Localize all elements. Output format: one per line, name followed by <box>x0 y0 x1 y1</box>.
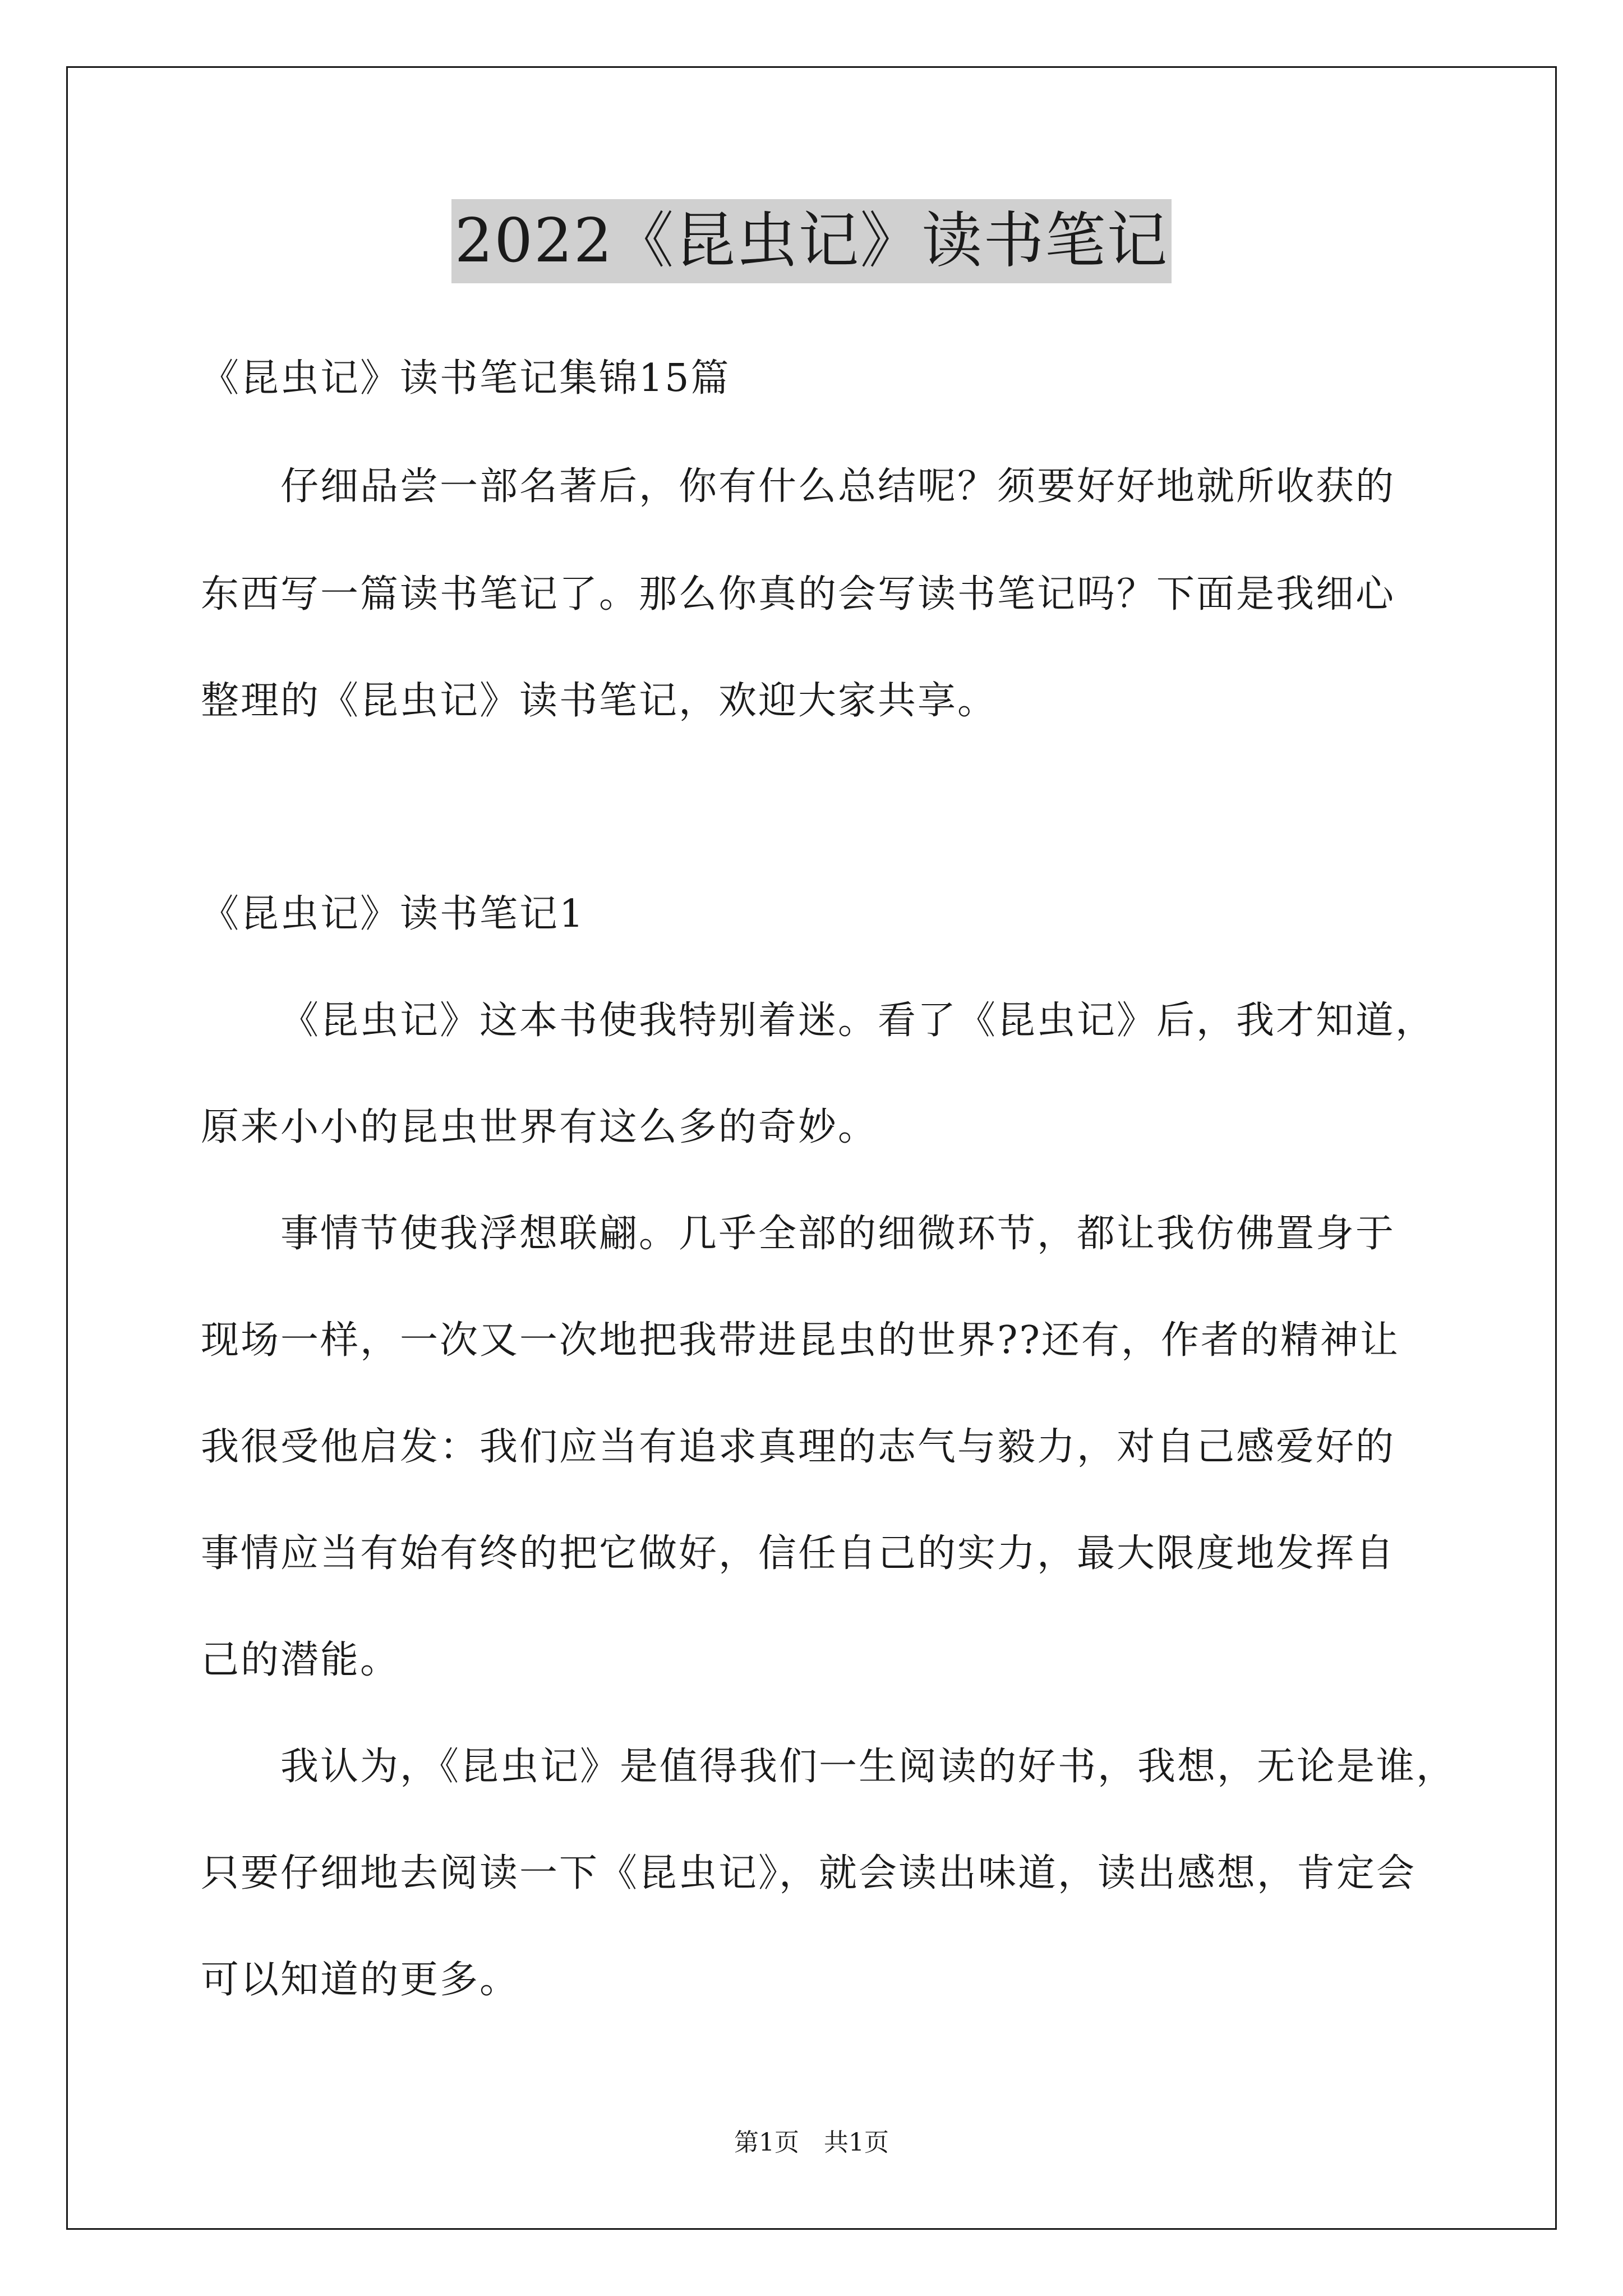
paragraph-line: 我很受他启发：我们应当有追求真理的志气与毅力，对自己感爱好的 <box>201 1425 1396 1469</box>
intro-line: 整理的《昆虫记》读书笔记，欢迎大家共享。 <box>201 679 998 723</box>
intro-line: 东西写一篇读书笔记了。那么你真的会写读书笔记吗？下面是我细心 <box>201 572 1396 616</box>
title-container <box>0 199 1623 283</box>
subtitle: 《昆虫记》读书笔记集锦15篇 <box>201 356 731 401</box>
paragraph-line: 现场一样，一次又一次地把我带进昆虫的世界??还有，作者的精神让 <box>201 1318 1400 1363</box>
paragraph-line: 《昆虫记》这本书使我特别着迷。看了《昆虫记》后，我才知道， <box>280 999 1436 1043</box>
paragraph-line: 我认为，《昆虫记》是值得我们一生阅读的好书，我想，无论是谁， <box>280 1745 1456 1789</box>
paragraph-line: 事情节使我浮想联翩。几乎全部的细微环节，都让我仿佛置身于 <box>280 1212 1396 1256</box>
paragraph-line: 可以知道的更多。 <box>201 1958 520 2002</box>
section-heading: 《昆虫记》读书笔记1 <box>201 892 585 936</box>
paragraph-line: 原来小小的昆虫世界有这么多的奇妙。 <box>201 1105 878 1149</box>
intro-line: 仔细品尝一部名著后，你有什么总结呢？须要好好地就所收获的 <box>280 464 1396 509</box>
document-title: 2022《昆虫记》读书笔记 <box>451 199 1172 283</box>
page-footer: 第1页 共1页 <box>734 2128 889 2157</box>
paragraph-line: 只要仔细地去阅读一下《昆虫记》，就会读出味道，读出感想，肯定会 <box>201 1851 1417 1895</box>
paragraph-line: 己的潜能。 <box>201 1638 400 1682</box>
paragraph-line: 事情应当有始有终的把它做好，信任自己的实力，最大限度地发挥自 <box>201 1531 1396 1576</box>
